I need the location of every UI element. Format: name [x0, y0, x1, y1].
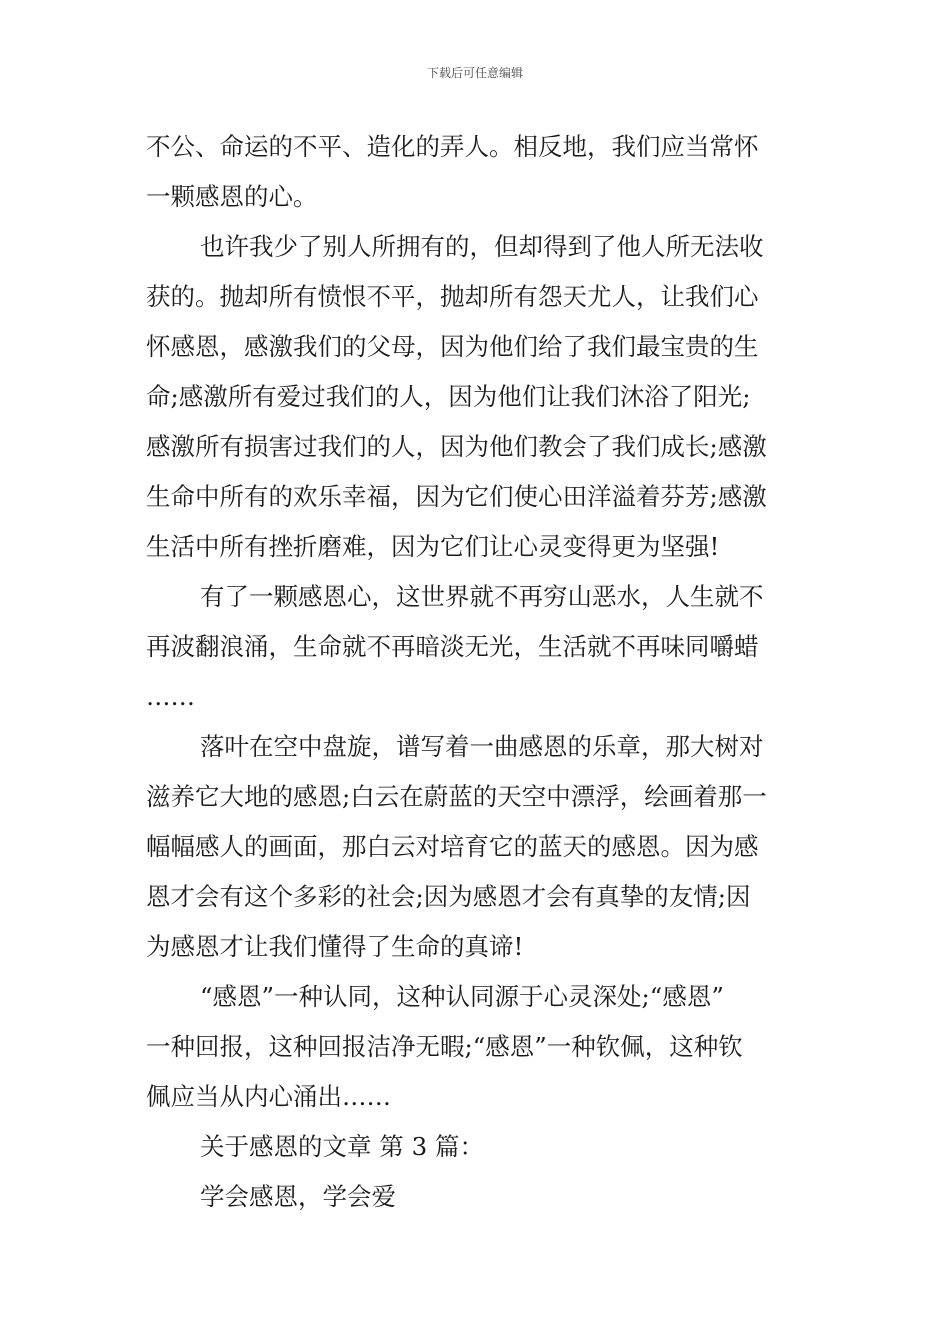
text-line: 命;感激所有爱过我们的人，因为他们让我们沐浴了阳光; — [146, 382, 751, 411]
text-line: 再波翻浪涌，生命就不再暗淡无光，生活就不再味同嚼蜡 — [146, 632, 759, 661]
paragraph-start-line: 有了一颗感恩心，这世界就不再穷山恶水，人生就不 — [200, 582, 764, 611]
paragraph-start-line: 落叶在空中盘旋，谱写着一曲感恩的乐章，那大树对 — [200, 732, 764, 761]
text-line: 滋养它大地的感恩;白云在蔚蓝的天空中漂浮，绘画着那一 — [146, 782, 767, 811]
section-heading: 关于感恩的文章 第 3 篇： — [200, 1132, 484, 1161]
paragraph-start-line: “感恩”一种认同，这种认同源于心灵深处;“感恩” — [200, 982, 724, 1011]
text-line: 佩应当从内心涌出…… — [146, 1082, 391, 1111]
text-line: …… — [146, 682, 195, 711]
text-line: 感激所有损害过我们的人，因为他们教会了我们成长;感激 — [146, 432, 767, 461]
document-body — [146, 122, 808, 1222]
article-title: 学会感恩，学会爱 — [200, 1182, 396, 1211]
page-header: 下载后可任意编辑 — [426, 66, 523, 80]
text-line: 一种回报，这种回报洁净无暇;“感恩”一种钦佩，这种钦 — [146, 1032, 743, 1061]
text-line: 不公、命运的不平、造化的弄人。相反地，我们应当常怀 — [146, 132, 759, 161]
text-line: 怀感恩，感激我们的父母，因为他们给了我们最宝贵的生 — [146, 332, 759, 361]
text-line: 恩才会有这个多彩的社会;因为感恩才会有真挚的友情;因 — [146, 882, 751, 911]
text-line: 一颗感恩的心。 — [146, 182, 318, 211]
text-line: 为感恩才让我们懂得了生命的真谛! — [146, 932, 524, 961]
text-line: 获的。抛却所有愤恨不平，抛却所有怨天尤人，让我们心 — [146, 282, 759, 311]
text-line: 生活中所有挫折磨难，因为它们让心灵变得更为坚强! — [146, 532, 720, 561]
paragraph-start-line: 也许我少了别人所拥有的，但却得到了他人所无法收 — [200, 232, 764, 261]
text-line: 生命中所有的欢乐幸福，因为它们使心田洋溢着芬芳;感激 — [146, 482, 767, 511]
text-line: 幅幅感人的画面，那白云对培育它的蓝天的感恩。因为感 — [146, 832, 759, 861]
